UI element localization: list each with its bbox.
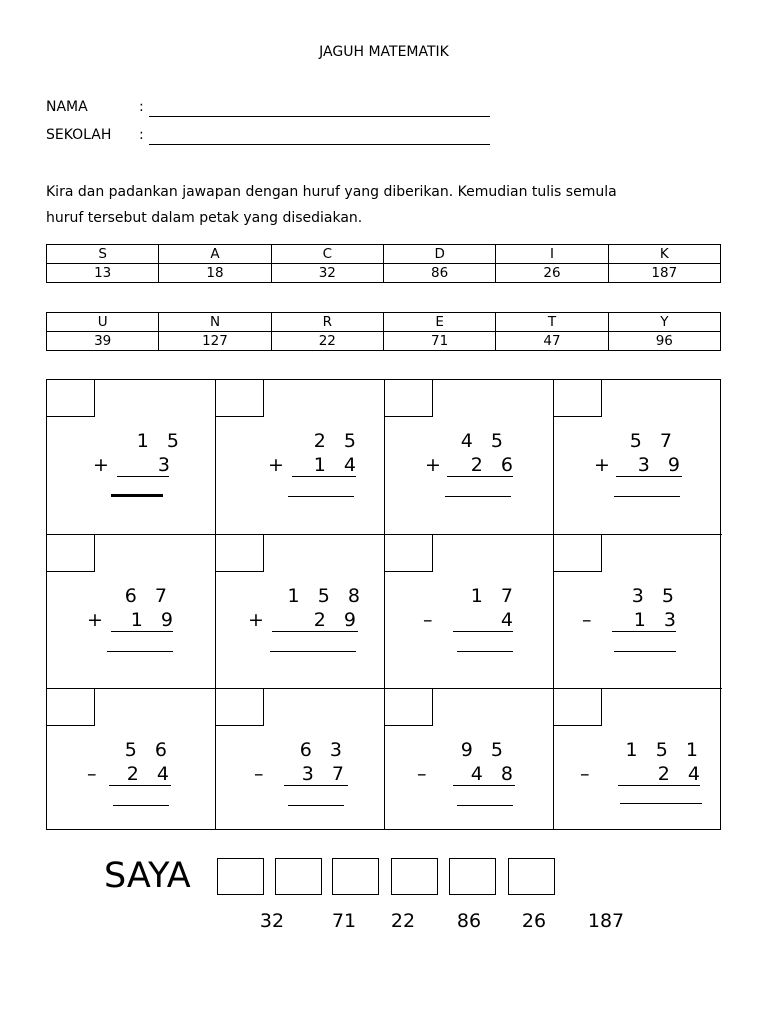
problem-operator: +: [268, 454, 284, 476]
answer-letter-box[interactable]: [385, 535, 433, 572]
problem-operator: +: [93, 454, 109, 476]
key-letter: E: [383, 313, 495, 332]
problem-bottom-number: 1 9: [130, 609, 173, 631]
problem-bottom-number: 1 3: [633, 609, 676, 631]
key-number: 32: [271, 264, 383, 283]
school-label: SEKOLAH: [46, 127, 112, 143]
problem-cell: [216, 535, 385, 689]
underline: [618, 785, 700, 786]
problem-top-number: 9 5: [460, 739, 503, 761]
answer-label: SAYA: [104, 856, 191, 896]
answer-line: [288, 496, 354, 497]
underline: [109, 785, 171, 786]
problem-top-number: 2 5: [313, 430, 356, 452]
answer-box[interactable]: [275, 858, 322, 895]
problem-bottom-number: 3: [157, 454, 170, 476]
answer-line: [457, 651, 513, 652]
problem-operator: –: [254, 763, 264, 785]
answer-box[interactable]: [332, 858, 379, 895]
problem-bottom-number: 2 4: [657, 763, 700, 785]
answer-number: 86: [456, 910, 482, 932]
page-title: JAGUH MATEMATIK: [319, 44, 449, 60]
answer-letter-box[interactable]: [554, 380, 602, 417]
key-number: 39: [47, 332, 159, 351]
name-field[interactable]: [149, 116, 490, 117]
underline: [284, 785, 348, 786]
answer-letter-box[interactable]: [385, 380, 433, 417]
problem-cell: [385, 380, 554, 535]
answer-letter-box[interactable]: [216, 380, 264, 417]
problem-top-number: 4 5: [460, 430, 503, 452]
problem-operator: +: [87, 609, 103, 631]
name-colon: :: [139, 99, 144, 115]
school-field[interactable]: [149, 144, 490, 145]
problem-operator: –: [580, 763, 590, 785]
key-number: 26: [496, 264, 608, 283]
school-colon: :: [139, 127, 144, 143]
letter-key-table-2: [46, 312, 721, 351]
problem-top-number: 5 7: [629, 430, 672, 452]
answer-line: [614, 496, 680, 497]
answer-number: 32: [259, 910, 285, 932]
problem-operator: +: [248, 609, 264, 631]
answer-letter-box[interactable]: [216, 535, 264, 572]
key-letter: D: [383, 245, 495, 264]
answer-box[interactable]: [449, 858, 496, 895]
key-number: 127: [159, 332, 271, 351]
answer-line: [113, 805, 169, 806]
underline: [616, 476, 682, 477]
problem-bottom-number: 2 9: [313, 609, 356, 631]
problem-top-number: 1 5 8: [287, 585, 360, 607]
key-number: 13: [47, 264, 159, 283]
problem-bottom-number: 2 4: [126, 763, 169, 785]
underline: [272, 631, 358, 632]
answer-line: [270, 651, 356, 652]
answer-line: [111, 494, 163, 497]
key-letter: R: [271, 313, 383, 332]
problem-top-number: 6 7: [124, 585, 167, 607]
key-letter: N: [159, 313, 271, 332]
problem-top-number: 6 3: [299, 739, 342, 761]
key-number: 86: [383, 264, 495, 283]
underline: [453, 785, 515, 786]
instruction-line-1: Kira dan padankan jawapan dengan huruf yang diberikan. Kemudian tulis semula: [46, 184, 617, 200]
problem-cell: [554, 689, 722, 829]
name-label: NAMA: [46, 99, 88, 115]
answer-letter-box[interactable]: [554, 535, 602, 572]
answer-letter-box[interactable]: [216, 689, 264, 726]
problem-bottom-number: 4: [500, 609, 513, 631]
problem-operator: –: [417, 763, 427, 785]
answer-letter-box[interactable]: [47, 689, 95, 726]
underline: [117, 476, 169, 477]
key-letter: T: [496, 313, 608, 332]
problem-bottom-number: 3 7: [301, 763, 344, 785]
problem-operator: +: [425, 454, 441, 476]
problem-bottom-number: 4 8: [470, 763, 513, 785]
key-letter: C: [271, 245, 383, 264]
answer-letter-box[interactable]: [47, 535, 95, 572]
problem-cell: [216, 689, 385, 829]
instruction-line-2: huruf tersebut dalam petak yang disediakan.: [46, 210, 363, 226]
problem-bottom-number: 3 9: [637, 454, 680, 476]
answer-number: 187: [587, 910, 625, 932]
answer-number: 22: [390, 910, 416, 932]
problem-operator: +: [594, 454, 610, 476]
answer-line: [620, 803, 702, 804]
letter-key-table-1: [46, 244, 721, 283]
problem-operator: –: [582, 609, 592, 631]
problem-top-number: 1 5 1: [625, 739, 698, 761]
problem-cell: [47, 380, 216, 535]
problem-cell: [554, 380, 722, 535]
key-number: 187: [608, 264, 720, 283]
key-number: 96: [608, 332, 720, 351]
key-letters-row: [47, 245, 721, 264]
problem-top-number: 5 6: [124, 739, 167, 761]
problem-top-number: 3 5: [631, 585, 674, 607]
problem-top-number: 1 5: [136, 430, 179, 452]
problem-bottom-number: 1 4: [313, 454, 356, 476]
problem-operator: –: [423, 609, 433, 631]
answer-line: [457, 805, 513, 806]
problem-cell: [385, 535, 554, 689]
key-letter: U: [47, 313, 159, 332]
key-letters-row: [47, 313, 721, 332]
answer-box[interactable]: [217, 858, 264, 895]
problem-cell: [554, 535, 722, 689]
underline: [111, 631, 173, 632]
answer-box[interactable]: [391, 858, 438, 895]
key-number: 47: [496, 332, 608, 351]
problem-cell: [216, 380, 385, 535]
underline: [292, 476, 356, 477]
problem-cell: [385, 689, 554, 829]
problem-operator: –: [87, 763, 97, 785]
answer-letter-box[interactable]: [47, 380, 95, 417]
answer-letter-box[interactable]: [385, 689, 433, 726]
answer-line: [288, 805, 344, 806]
key-number: 71: [383, 332, 495, 351]
answer-line: [614, 651, 676, 652]
answer-line: [107, 651, 173, 652]
key-letter: K: [608, 245, 720, 264]
answer-number: 71: [331, 910, 357, 932]
key-number: 18: [159, 264, 271, 283]
answer-number: 26: [521, 910, 547, 932]
key-number: 22: [271, 332, 383, 351]
problem-grid: [46, 379, 721, 830]
problem-cell: [47, 535, 216, 689]
key-letter: S: [47, 245, 159, 264]
key-letter: Y: [608, 313, 720, 332]
problem-bottom-number: 2 6: [470, 454, 513, 476]
key-numbers-row: [47, 332, 721, 351]
key-numbers-row: [47, 264, 721, 283]
underline: [453, 631, 513, 632]
problem-top-number: 1 7: [470, 585, 513, 607]
underline: [612, 631, 676, 632]
problem-cell: [47, 689, 216, 829]
underline: [447, 476, 513, 477]
answer-line: [445, 496, 511, 497]
answer-letter-box[interactable]: [554, 689, 602, 726]
key-letter: I: [496, 245, 608, 264]
key-letter: A: [159, 245, 271, 264]
answer-box[interactable]: [508, 858, 555, 895]
